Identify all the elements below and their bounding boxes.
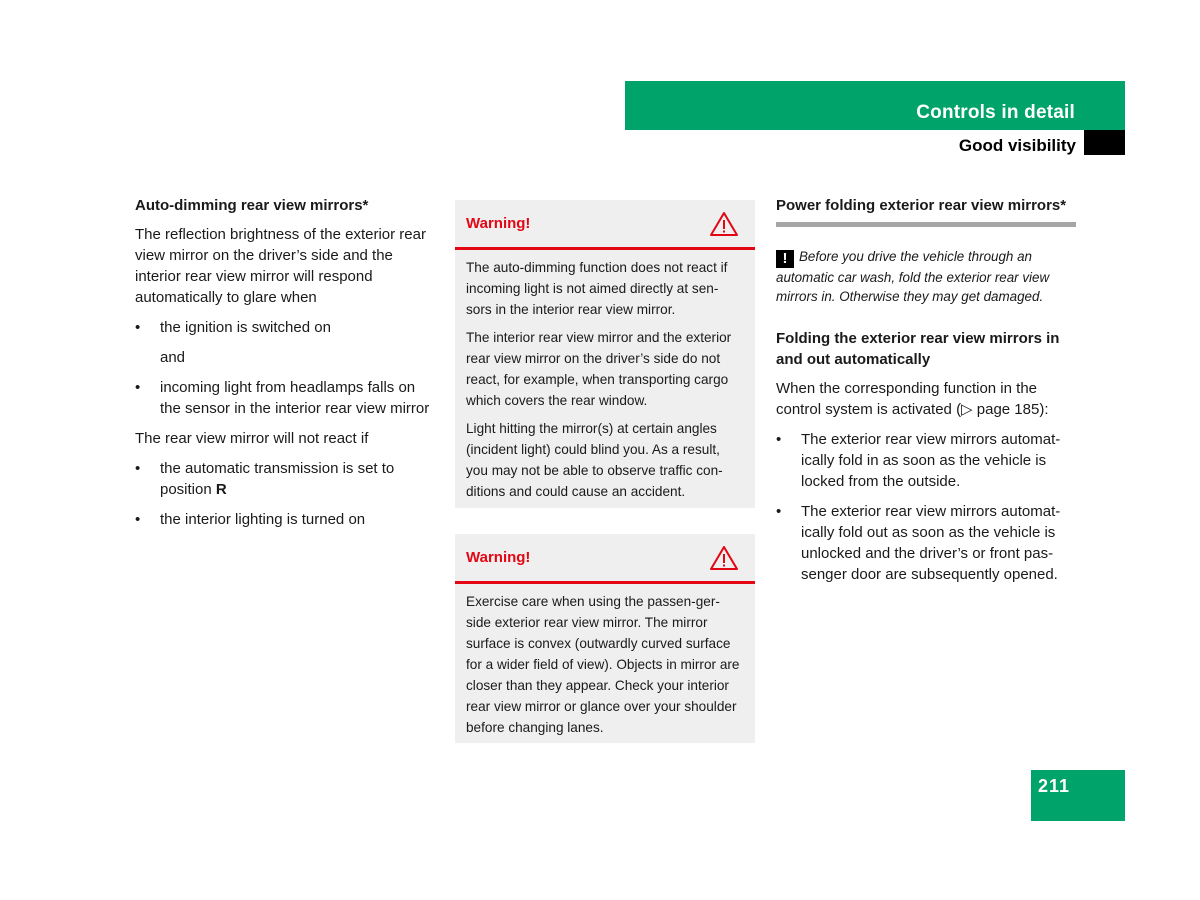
list-item: • The exterior rear view mirrors automat-ically fold in as soon as the vehicle is locked from the outside. [776,429,1076,492]
paragraph-intro: The reflection brightness of the exterior rear view mirror on the driver’s side and the interior rear view mirror will respond automatically to glare when [135,226,426,306]
column-power-folding [776,195,1076,594]
folding-list [776,429,1076,585]
warning-triangle-icon [709,211,739,237]
list-item: • incoming light from headlamps falls on the sensor in the interior rear view mirror [135,377,440,419]
warning-paragraph: Light hitting the mirror(s) at certain angles (incident light) could blind you. As a result, you may not be able to observe traffic con-ditions and could cause an accident. [466,421,723,499]
warning-paragraph: The auto-dimming function does not react if incoming light is not aimed directly at sen-sors in the interior rear view mirror. [466,260,728,317]
section-rule [776,222,1076,227]
page-number: 211 [1038,776,1071,796]
condition-list [135,317,440,338]
heading-power-folding: Power folding exterior rear view mirrors* [776,197,1067,214]
warning-header [455,200,755,250]
warning-paragraph: The interior rear view mirror and the exterior rear view mirror on the driver’s side do not react, for example, when transporting cargo which covers the rear window. [466,330,732,408]
warning-box-auto-dimming [455,200,755,508]
page-number-tab [1031,770,1125,821]
warning-triangle-icon [709,545,739,571]
paragraph-intro: When the corresponding function in the control system is activated (▷ page 185): [776,380,1049,418]
warning-label: Warning! [466,215,531,232]
warning-box-passenger-mirror [455,534,755,743]
caution-note: ! Before you drive the vehicle through an automatic car wash, fold the exterior rear view mirrors in. Otherwise they may get damaged. [776,249,1050,304]
exclamation-icon: ! [776,250,794,268]
warning-paragraph: Exercise care when using the passen-ger-side exterior rear view mirror. The mirror surface is convex (outwardly curved surface for a wider field of view). Objects in mirror are closer than they appear. Check your interior rear view mirror or glance over your shoulder before changing lanes. [466,594,740,735]
conjunction-and: and [160,349,186,366]
column-auto-dimming [135,195,440,539]
warning-header [455,534,755,584]
condition-list-2 [135,377,440,419]
subsection-title: Good visibility [958,136,1076,155]
section-title: Controls in detail [916,102,1075,123]
section-header-bar [625,81,1125,130]
list-item: • the automatic transmission is set to position R [135,458,440,500]
warning-label: Warning! [466,549,531,566]
warning-body [455,250,755,502]
exception-list [135,458,440,530]
list-item: • The exterior rear view mirrors automat-ically fold out as soon as the vehicle is unlocked and the driver’s or front pas-senger door are subsequently opened. [776,501,1076,585]
subheading-folding: Folding the exterior rear view mirrors in and out automatically [776,330,1060,368]
warning-body [455,584,755,738]
list-item: • the ignition is switched on [135,317,440,338]
gear-position-r: R [215,481,227,498]
subsection-marker [1084,130,1125,155]
paragraph-not-react: The rear view mirror will not react if [135,430,369,447]
list-item: • the interior lighting is turned on [135,509,440,530]
heading-auto-dimming: Auto-dimming rear view mirrors* [135,197,369,214]
